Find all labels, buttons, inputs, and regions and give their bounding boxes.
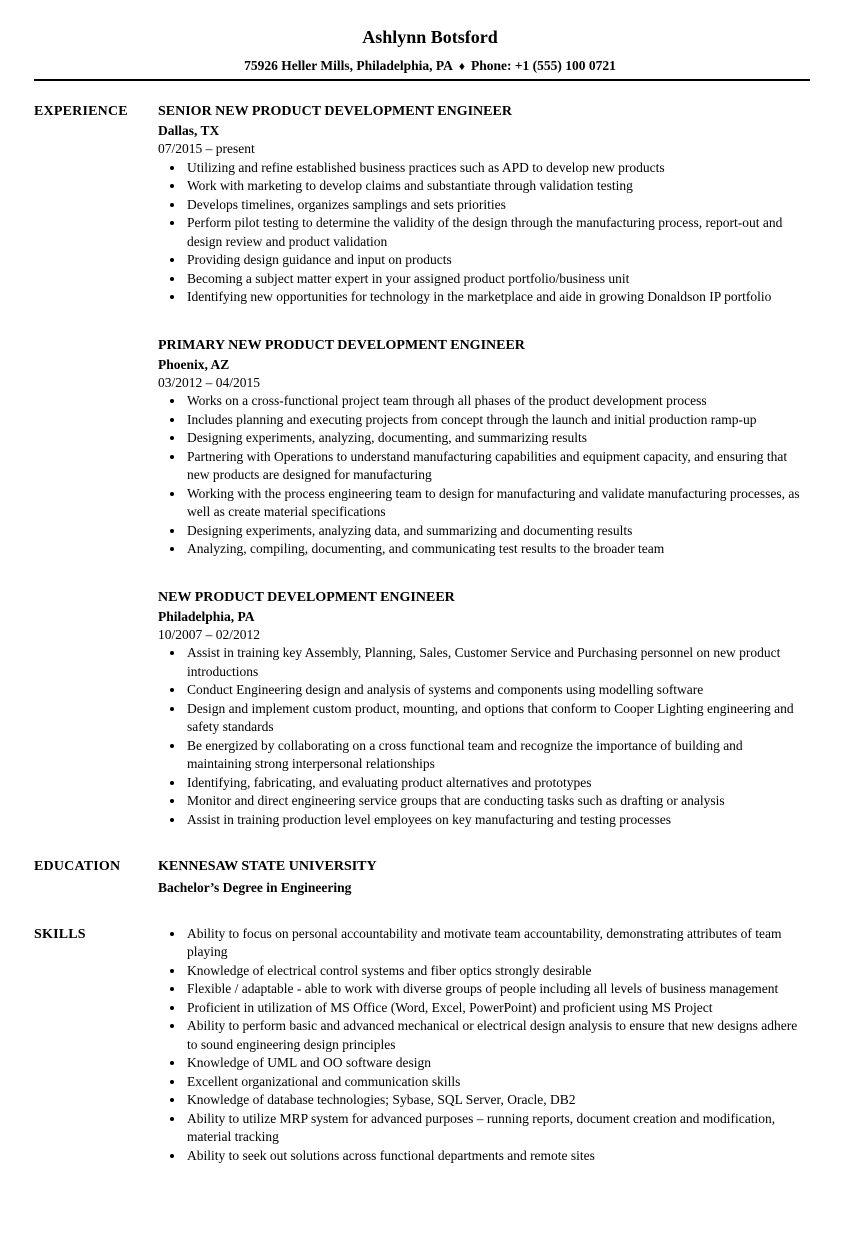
bullet-item: • Works on a cross-functional project team through all phases of the product development process: [185, 392, 810, 411]
section-experience: [34, 102, 810, 829]
contact-line: [0, 57, 860, 75]
bullet-item: • Becoming a subject matter expert in your assigned product portfolio/business unit: [185, 270, 810, 289]
skills-bullet-list: [158, 925, 810, 1166]
skill-item: • Flexible / adaptable - able to work with diverse groups of people including all levels of business management: [185, 980, 810, 999]
section-education: [34, 857, 810, 897]
job-bullet-list: [158, 644, 810, 829]
bullet-item: • Design and implement custom product, mounting, and options that conform to Cooper Lighting engineering and safety standards: [185, 700, 810, 737]
education-content: [158, 857, 810, 897]
diamond-separator-icon: ♦: [458, 59, 465, 73]
resume-header: [0, 0, 860, 75]
skill-item: • Knowledge of electrical control systems and fiber optics strongly desirable: [185, 962, 810, 981]
skill-item: • Excellent organizational and communication skills: [185, 1073, 810, 1092]
job-title: NEW PRODUCT DEVELOPMENT ENGINEER: [158, 589, 455, 605]
job-dates: 07/2015 – present: [158, 141, 255, 156]
bullet-item: • Includes planning and executing projects from concept through the launch and initial production ramp-up: [185, 411, 810, 430]
job-entry-senior-npd: [158, 102, 810, 307]
skill-item: • Knowledge of database technologies; Sybase, SQL Server, Oracle, DB2: [185, 1091, 810, 1110]
bullet-item: • Designing experiments, analyzing data, and summarizing and documenting results: [185, 522, 810, 541]
job-location: Phoenix, AZ: [158, 356, 230, 372]
job-location: Philadelphia, PA: [158, 608, 255, 624]
bullet-item: • Identifying new opportunities for technology in the marketplace and aide in growing Donaldson IP portfolio: [185, 288, 810, 307]
experience-label: EXPERIENCE: [34, 104, 128, 119]
bullet-item: • Be energized by collaborating on a cross functional team and recognize the importance of building and maintaining strong interpersonal relationships: [185, 737, 810, 774]
candidate-name: Ashlynn Botsford: [362, 27, 498, 47]
job-entry-primary-npd: [158, 336, 810, 559]
skill-item: • Ability to seek out solutions across functional departments and remote sites: [185, 1147, 810, 1166]
education-label: EDUCATION: [34, 859, 121, 874]
bullet-item: • Conduct Engineering design and analysis of systems and components using modelling software: [185, 681, 810, 700]
job-dates: 10/2007 – 02/2012: [158, 626, 261, 642]
bullet-item: • Analyzing, compiling, documenting, and communicating test results to the broader team: [185, 540, 810, 559]
job-bullet-list: [158, 159, 810, 307]
bullet-item: • Working with the process engineering team to design for manufacturing and validate manufacturing processes, as well as create material specifications: [185, 485, 810, 522]
bullet-item: • Assist in training production level employees on key manufacturing and testing processes: [185, 811, 810, 830]
experience-content: [158, 102, 810, 829]
skill-item: • Proficient in utilization of MS Office (Word, Excel, PowerPoint) and proficient using MS Project: [185, 999, 810, 1018]
bullet-item: • Providing design guidance and input on products: [185, 251, 810, 270]
job-title: PRIMARY NEW PRODUCT DEVELOPMENT ENGINEER: [158, 337, 525, 353]
contact-address: 75926 Heller Mills, Philadelphia, PA: [244, 58, 453, 73]
education-degree: Bachelor’s Degree in Engineering: [158, 879, 352, 895]
job-entry-npd: [158, 588, 810, 830]
bullet-item: • Develops timelines, organizes samplings and sets priorities: [185, 196, 810, 215]
skill-item: • Ability to focus on personal accountability and motivate team accountability, demonstrating attributes of team playing: [185, 925, 810, 962]
skill-item: • Ability to utilize MRP system for advanced purposes – running reports, document creation and modification, material tracking: [185, 1110, 810, 1147]
bullet-item: • Utilizing and refine established business practices such as APD to develop new products: [185, 159, 810, 178]
bullet-item: • Assist in training key Assembly, Planning, Sales, Customer Service and Purchasing personnel on new product introductions: [185, 644, 810, 681]
bullet-item: • Identifying, fabricating, and evaluating product alternatives and prototypes: [185, 774, 810, 793]
bullet-item: • Perform pilot testing to determine the validity of the design through the manufacturing process, report-out and design review and product validation: [185, 214, 810, 251]
skills-content: [158, 925, 810, 1166]
skill-item: • Ability to perform basic and advanced mechanical or electrical design analysis to ensure that new designs adhere to sound engineering design principles: [185, 1017, 810, 1054]
job-dates: 03/2012 – 04/2015: [158, 374, 261, 390]
bullet-item: • Work with marketing to develop claims and substantiate through validation testing: [185, 177, 810, 196]
skills-label: SKILLS: [34, 926, 86, 942]
job-title: SENIOR NEW PRODUCT DEVELOPMENT ENGINEER: [158, 104, 512, 119]
section-skills: [34, 925, 810, 1166]
bullet-item: • Partnering with Operations to understand manufacturing capabilities and equipment capacity, and ensuring that new products are designed for manufacturing: [185, 448, 810, 485]
bullet-item: • Designing experiments, analyzing, documenting, and summarizing results: [185, 429, 810, 448]
bullet-item: • Monitor and direct engineering service groups that are conducting tasks such as drafting or analysis: [185, 792, 810, 811]
skill-item: • Knowledge of UML and OO software design: [185, 1054, 810, 1073]
job-bullet-list: [158, 392, 810, 559]
resume-body: [0, 81, 860, 1165]
job-location: Dallas, TX: [158, 123, 220, 138]
contact-phone: Phone: +1 (555) 100 0721: [470, 58, 616, 73]
education-school: KENNESAW STATE UNIVERSITY: [158, 859, 377, 874]
